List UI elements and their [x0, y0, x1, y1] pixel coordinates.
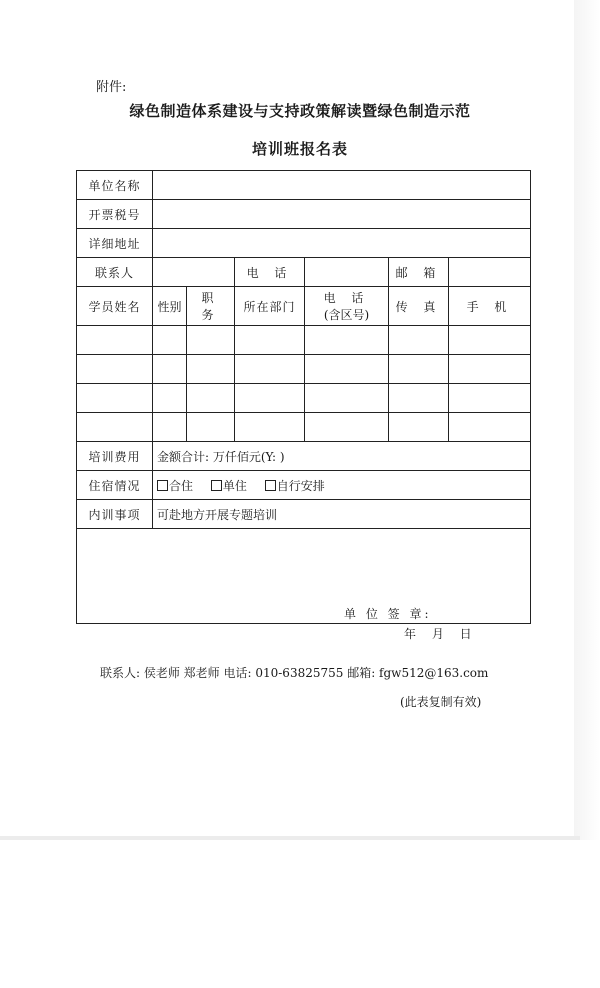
trainee-cell[interactable]	[153, 384, 187, 413]
email-field[interactable]	[449, 258, 531, 287]
trainee-cell[interactable]	[305, 413, 389, 442]
col-gender: 性别	[153, 287, 187, 326]
row-contact	[77, 258, 531, 287]
col-trainee-name: 学员姓名	[77, 287, 153, 326]
trainee-cell[interactable]	[153, 326, 187, 355]
col-phone-line2: (含区号)	[323, 308, 370, 322]
address-label: 详细地址	[77, 229, 153, 258]
col-mobile: 手 机	[449, 287, 531, 326]
trainee-cell[interactable]	[389, 355, 449, 384]
page-edge-shadow	[574, 0, 600, 840]
lodging-option-label: 合住	[169, 478, 194, 493]
signature-date: 年 月 日	[404, 627, 472, 641]
trainee-cell[interactable]	[187, 355, 235, 384]
footer-contact: 联系人: 侯老师 郑老师 电话: 010-63825755 邮箱: fgw512@163.com	[100, 666, 489, 680]
trainee-cell[interactable]	[153, 413, 187, 442]
contact-field[interactable]	[153, 258, 235, 287]
trainee-cell[interactable]	[77, 384, 153, 413]
lodging-option-label: 自行安排	[276, 478, 325, 493]
trainee-cell[interactable]	[389, 326, 449, 355]
row-signature	[77, 529, 531, 624]
page-bottom-edge	[0, 836, 580, 840]
row-unit-name	[77, 171, 531, 200]
row-address	[77, 229, 531, 258]
registration-form-table	[76, 170, 531, 624]
trainee-cell[interactable]	[449, 326, 531, 355]
lodging-options	[153, 471, 531, 500]
checkbox-icon[interactable]	[211, 480, 222, 491]
address-field[interactable]	[153, 229, 531, 258]
col-position: 职 务	[187, 287, 235, 326]
checkbox-icon[interactable]	[265, 480, 276, 491]
trainee-cell[interactable]	[305, 326, 389, 355]
trainee-cell[interactable]	[449, 384, 531, 413]
trainee-cell[interactable]	[187, 384, 235, 413]
phone-label: 电 话	[235, 258, 305, 287]
trainee-row	[77, 413, 531, 442]
row-inhouse	[77, 500, 531, 529]
trainee-cell[interactable]	[305, 384, 389, 413]
trainee-cell[interactable]	[77, 326, 153, 355]
trainee-cell[interactable]	[235, 384, 305, 413]
fee-label: 培训费用	[77, 442, 153, 471]
document-subtitle: 培训班报名表	[251, 140, 348, 158]
col-fax: 传 真	[389, 287, 449, 326]
lodging-label: 住宿情况	[77, 471, 153, 500]
row-fee	[77, 442, 531, 471]
phone-field[interactable]	[305, 258, 389, 287]
trainee-cell[interactable]	[235, 355, 305, 384]
unit-name-label: 单位名称	[77, 171, 153, 200]
col-department: 所在部门	[235, 287, 305, 326]
trainee-cell[interactable]	[305, 355, 389, 384]
contact-label: 联系人	[77, 258, 153, 287]
row-trainee-header	[77, 287, 531, 326]
trainee-cell[interactable]	[449, 355, 531, 384]
inhouse-label: 内训事项	[77, 500, 153, 529]
row-tax-id	[77, 200, 531, 229]
inhouse-value: 可赴地方开展专题培训	[153, 500, 531, 529]
trainee-row	[77, 384, 531, 413]
trainee-cell[interactable]	[77, 355, 153, 384]
tax-id-label: 开票税号	[77, 200, 153, 229]
checkbox-icon[interactable]	[157, 480, 168, 491]
lodging-option-single[interactable]	[211, 479, 247, 493]
trainee-row	[77, 355, 531, 384]
row-lodging	[77, 471, 531, 500]
trainee-cell[interactable]	[235, 413, 305, 442]
trainee-cell[interactable]	[187, 326, 235, 355]
trainee-cell[interactable]	[389, 413, 449, 442]
tax-id-field[interactable]	[153, 200, 531, 229]
lodging-option-shared[interactable]	[157, 479, 193, 493]
trainee-cell[interactable]	[187, 413, 235, 442]
attachment-label: 附件:	[96, 80, 127, 95]
trainee-cell[interactable]	[153, 355, 187, 384]
col-phone	[305, 287, 389, 326]
col-phone-line1: 电 话	[323, 291, 370, 305]
trainee-cell[interactable]	[235, 326, 305, 355]
lodging-option-label: 单住	[222, 478, 247, 493]
unit-name-field[interactable]	[153, 171, 531, 200]
trainee-cell[interactable]	[389, 384, 449, 413]
trainee-row	[77, 326, 531, 355]
signature-area[interactable]	[77, 529, 531, 624]
trainee-cell[interactable]	[449, 413, 531, 442]
fee-field[interactable]: 金额合计: 万仟佰元(Y: )	[153, 442, 531, 471]
trainee-cell[interactable]	[77, 413, 153, 442]
footer-note: (此表复制有效)	[400, 695, 482, 709]
lodging-option-self[interactable]	[265, 479, 325, 493]
signature-label: 单 位 签 章:	[344, 607, 432, 621]
email-label: 邮 箱	[389, 258, 449, 287]
document-title: 绿色制造体系建设与支持政策解读暨绿色制造示范	[129, 102, 471, 120]
